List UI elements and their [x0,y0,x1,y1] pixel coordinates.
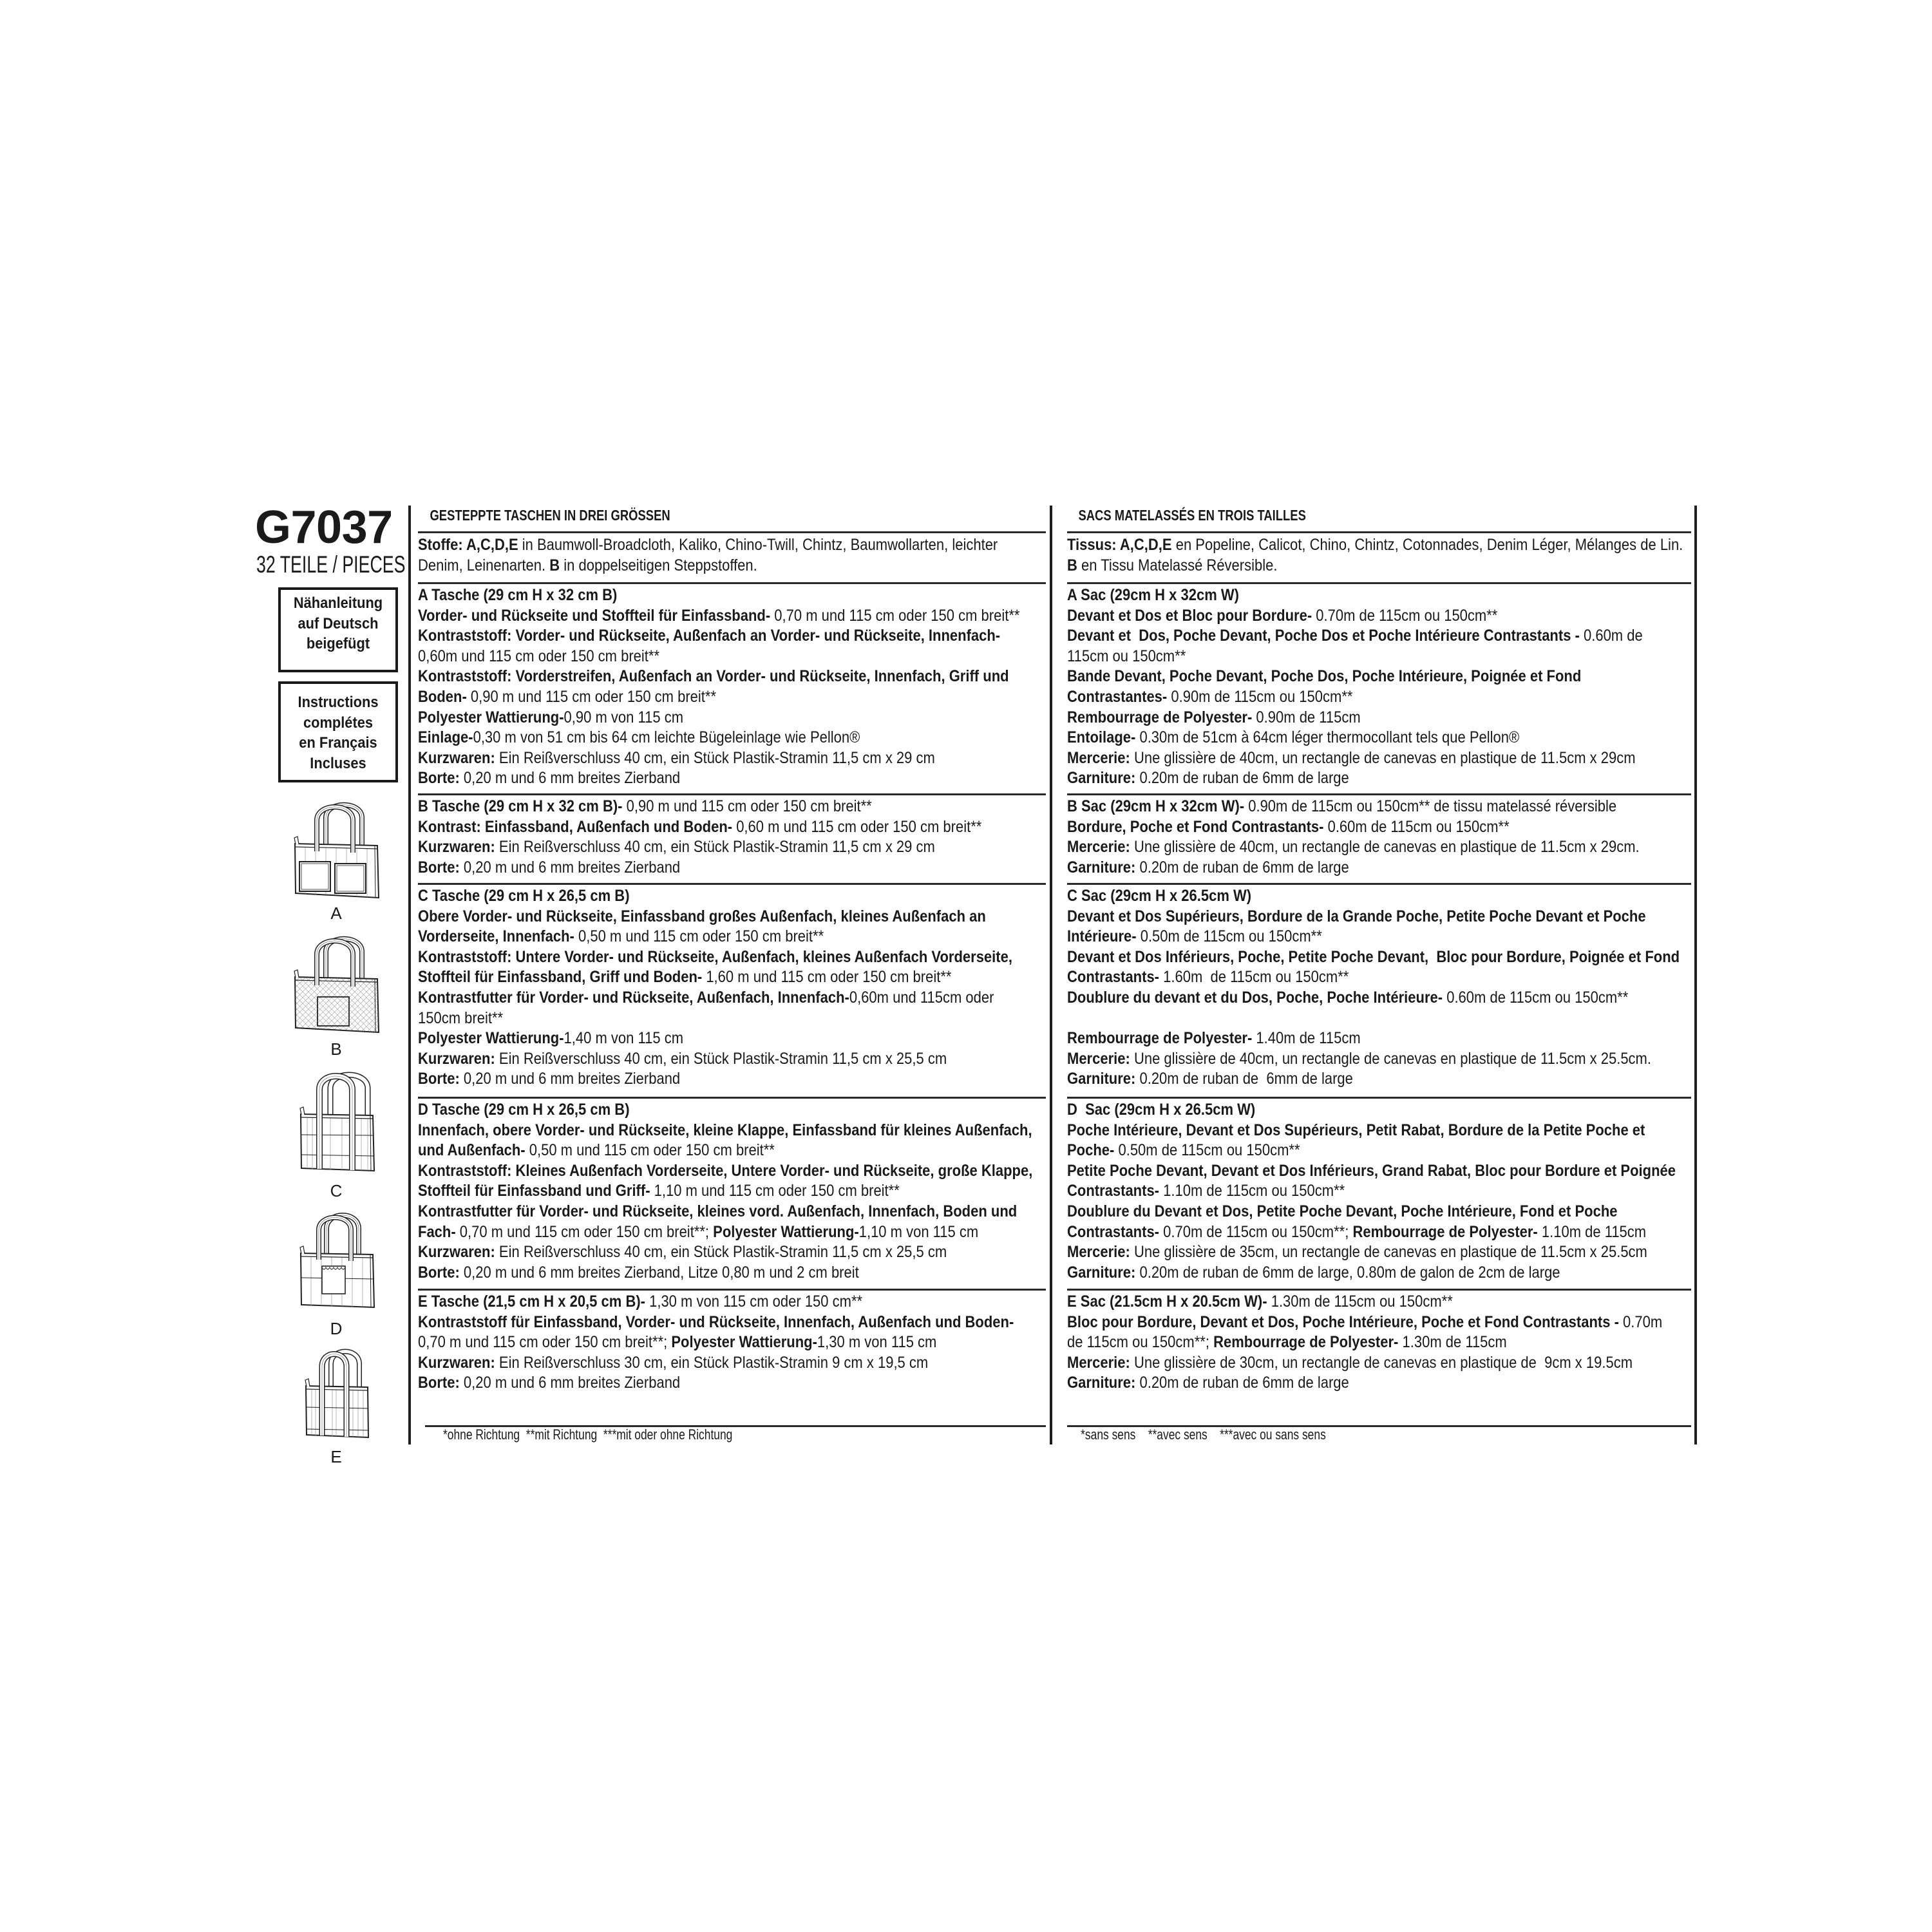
requirement-label: Boden- [418,687,467,706]
view-heading: A Sac (29cm H x 32cm W) [1067,586,1239,604]
line [1067,708,1643,728]
line [418,858,981,878]
view-b-requirements [1067,797,1640,878]
requirement-value: 0.90m de 115cm [1252,708,1361,726]
line [418,667,1019,687]
requirement-value: 0.90m de 115cm ou 150cm** [1167,687,1353,706]
requirement-label: und Außenfach- [418,1141,526,1160]
line [1067,967,1680,988]
line [418,768,1019,789]
requirement-value: Ein Reißverschluss 40 cm, ein Stück Plastik-Stramin 11,5 cm x 29 cm [495,838,935,857]
fabrics-label: B [1067,556,1077,574]
line [418,1161,1032,1182]
view-d-requirements [418,1100,1032,1283]
divider [1067,1097,1691,1099]
divider [418,582,1046,584]
requirement-label: Mercerie: [1067,1049,1130,1068]
line [1067,1312,1662,1333]
requirement-value: 0,60 m und 115 cm oder 150 cm breit** [732,817,982,836]
notice-line: en Français [299,734,377,752]
view-label-c: C [330,1181,343,1200]
view-a-requirements [1067,585,1643,789]
requirement-label: Devant et Dos, Poche Devant, Poche Dos et Poche Intérieure Contrastants - [1067,627,1580,645]
requirement-label: Vorder- und Rückseite und Stoffteil für Einfassband- [418,606,771,625]
view-c-requirements [418,886,1012,1090]
view-b-requirements [418,797,981,878]
requirement-value: 0.20m de ruban de 6mm de large [1135,1070,1353,1088]
requirement-label: Poche Intérieure, Devant et Dos Supérieurs, Petit Rabat, Bordure de la Petite Poche et [1067,1121,1645,1139]
requirement-value: 1.30m de 115cm ou 150cm** [1267,1293,1453,1311]
requirement-value: Ein Reißverschluss 40 cm, ein Stück Plastik-Stramin 11,5 cm x 29 cm [495,748,935,767]
requirement-label: Polyester Wattierung- [418,1029,564,1048]
requirement-label: Rembourrage de Polyester- [1067,708,1253,726]
divider [418,793,1046,795]
footnote: *ohne Richtung **mit Richtung ***mit oder ohne Richtung [442,1426,733,1443]
line [418,1222,1032,1243]
notice-line: Incluses [310,754,366,772]
line [418,967,1012,988]
line [1067,817,1640,838]
requirement-label: Garniture: [1067,1374,1136,1392]
requirement-value: 0,70 m und 115 cm oder 150 cm breit**; [418,1333,672,1352]
view-label-e: E [330,1447,342,1466]
requirement-value: 0.20m de ruban de 6mm de large [1135,1374,1349,1392]
requirement-label: Kontraststoff: Vorder- und Rückseite, Außenfach an Vorder- und Rückseite, Innenfach- [418,627,1001,645]
small-tote-bag-icon [303,1347,371,1439]
view-e-requirements [1067,1292,1662,1394]
requirement-value: 1,40 m von 115 cm [564,1029,684,1048]
requirement-label: Kontraststoff: Vorderstreifen, Außenfach an Vorder- und Rückseite, Innenfach, Griff und [418,667,1009,686]
fabrics-line [418,535,998,556]
line [418,687,1019,708]
requirement-value: 0.60m de 115cm ou 150cm** [1443,988,1629,1007]
line [418,1121,1032,1141]
requirement-value: 0.20m de ruban de 6mm de large [1135,858,1349,876]
view-heading: C Tasche (29 cm H x 26,5 cm B) [418,887,630,905]
view-d-requirements [1067,1100,1676,1283]
requirement-label: Polyester Wattierung- [418,708,564,726]
requirement-value: 0,90 m und 115 cm oder 150 cm breit** [622,797,872,815]
line [1067,1202,1676,1222]
divider [418,1289,1046,1291]
requirement-label: Mercerie: [1067,838,1130,857]
quilted-tote-bag-icon [291,934,381,1037]
requirement-label: Intérieure- [1067,927,1137,946]
line [418,748,1019,769]
column-divider-left [408,506,411,1444]
fabrics-line [1067,535,1683,556]
line [418,817,981,838]
line [418,1141,1032,1161]
requirement-label: Kontraststoff: Kleines Außenfach Vorderseite, Untere Vorder- und Rückseite, große Klappe, [418,1161,1033,1180]
line [1067,606,1643,627]
view-label-a: A [330,904,342,923]
line [418,1332,1014,1353]
requirement-label: Kurzwaren: [418,1243,495,1262]
line [1067,1181,1676,1202]
line [418,708,1019,728]
tote-bag-lace-pocket-icon [293,1211,381,1309]
section-title: GESTEPPTE TASCHEN IN DREI GRÖSSEN [430,507,670,524]
line [1067,907,1680,927]
requirement-label: Poche- [1067,1141,1115,1160]
requirement-label: Borte: [418,1374,460,1392]
requirement-value: 0,90 m und 115 cm oder 150 cm breit** [466,687,717,706]
line [418,1181,1032,1202]
fabrics-text: en Tissu Matelassé Réversible. [1077,556,1278,574]
view-label-d: D [330,1319,343,1338]
requirement-label: Kontrastfutter für Vorder- und Rückseite, Außenfach, Innenfach- [418,988,849,1007]
instructions-french [1067,506,1691,1444]
line [418,1049,1012,1070]
requirement-value: 0,20 m und 6 mm breites Zierband [459,1374,681,1392]
divider [1067,531,1691,533]
requirement-value: 150cm breit** [418,1009,504,1027]
requirement-value: 0.60m de 115cm ou 150cm** [1323,817,1510,836]
line [418,907,1012,927]
requirement-label: Garniture: [1067,1263,1136,1282]
view-heading: A Tasche (29 cm H x 32 cm B) [418,586,618,604]
requirement-label: Borte: [418,769,460,788]
section-title: SACS MATELASSÉS EN TROIS TAILLES [1078,507,1306,524]
view-heading: D Tasche (29 cm H x 26,5 cm B) [418,1101,630,1119]
requirement-label: Petite Poche Devant, Devant et Dos Inférieurs, Grand Rabat, Bloc pour Bordure et Poignée [1067,1161,1676,1180]
line [1067,687,1643,708]
requirement-value: Une glissière de 40cm, un rectangle de canevas en plastique de 11.5cm x 29cm. [1130,838,1640,857]
notice-line: Instructions [298,694,379,711]
requirement-value: 1,10 m und 115 cm oder 150 cm breit** [650,1182,900,1200]
line [1067,858,1640,878]
requirement-value: 0.70m de 115cm ou 150cm** [1312,606,1498,625]
requirement-label: Garniture: [1067,1070,1136,1088]
fabrics-label: Stoffe: A,C,D,E [418,536,518,554]
requirement-value: 0.20m de ruban de 6mm de large, 0.80m de galon de 2cm de large [1135,1263,1560,1282]
requirement-value: Ein Reißverschluss 30 cm, ein Stück Plastik-Stramin 9 cm x 19,5 cm [495,1353,929,1372]
line [1067,837,1640,858]
requirement-label: Stoffteil für Einfassband, Griff und Boden- [418,968,703,987]
view-label-b: B [330,1039,342,1059]
requirement-value: 0,60m und 115 cm oder 150 cm breit** [418,647,660,665]
requirement-value: 0,60m und 115cm oder [849,988,994,1007]
requirement-label: Kontraststoff: Untere Vorder- und Rückseite, Außenfach, kleines Außenfach Vorderseite, [418,947,1012,966]
requirement-value: 0,20 m und 6 mm breites Zierband [459,769,681,788]
line [1067,728,1643,748]
requirement-label: Doublure du Devant et Dos, Petite Poche Devant, Poche Intérieure, Fond et Poche [1067,1202,1618,1220]
requirement-value: 0,20 m und 6 mm breites Zierband, Litze 0,80 m und 2 cm breit [459,1263,859,1282]
fabrics-line [1067,556,1683,576]
requirement-label: Polyester Wattierung- [671,1333,817,1352]
requirement-value: Ein Reißverschluss 40 cm, ein Stück Plastik-Stramin 11,5 cm x 25,5 cm [495,1049,947,1068]
requirement-value: 1,60 m und 115 cm oder 150 cm breit** [702,968,952,987]
line [1067,1373,1662,1394]
line [1067,1028,1680,1049]
requirement-label: Garniture: [1067,858,1136,876]
line [418,585,1019,606]
requirement-label: Rembourrage de Polyester- [1067,1029,1253,1048]
requirement-value: 0,50 m und 115 cm oder 150 cm breit** [525,1141,775,1160]
line [1067,1049,1680,1070]
requirement-label: Bande Devant, Poche Devant, Poche Dos, Poche Intérieure, Poignée et Fond [1067,667,1582,686]
line [418,1353,1014,1374]
notice-line: auf Deutsch [298,614,379,632]
line [1067,988,1680,1009]
requirement-value: 1,30 m von 115 cm oder 150 cm** [645,1293,863,1311]
line [1067,797,1640,817]
column-divider-middle [1050,506,1052,1444]
requirement-label: Obere Vorder- und Rückseite, Einfassband großes Außenfach, kleines Außenfach an [418,907,986,925]
line [1067,585,1643,606]
line [418,837,981,858]
requirement-value: 0.50m de 115cm ou 150cm** [1114,1141,1300,1160]
requirement-value: 1,10 m von 115 cm [858,1222,979,1241]
line [1067,1242,1676,1263]
divider [418,883,1046,885]
requirement-label: Kurzwaren: [418,1049,495,1068]
view-a-requirements [418,585,1019,789]
requirement-label: Stoffteil für Einfassband und Griff- [418,1182,650,1200]
requirement-value: de 115cm ou 150cm**; [1067,1333,1214,1352]
french-instructions-notice [278,681,398,782]
line [1067,947,1680,968]
tote-bag-long-straps-icon [293,1070,381,1173]
fabrics-text: Denim, Leinenarten. [418,556,550,574]
line [418,927,1012,947]
line [418,947,1012,968]
line [1067,927,1680,947]
view-heading: D Sac (29cm H x 26.5cm W) [1067,1101,1256,1119]
requirement-value: Une glissière de 40cm, un rectangle de canevas en plastique de 11.5cm x 29cm [1130,748,1636,767]
requirement-value: 0.20m de ruban de 6mm de large [1135,769,1349,788]
requirement-label: Borte: [418,1263,460,1282]
line [418,1009,1012,1029]
requirement-value: Une glissière de 40cm, un rectangle de canevas en plastique de 11.5cm x 25.5cm. [1130,1049,1652,1068]
requirement-value: 0.30m de 51cm à 64cm léger thermocollant tels que Pellon® [1135,728,1520,747]
requirement-label: Kontrast: Einfassband, Außenfach und Boden- [418,817,733,836]
requirement-label: Borte: [418,858,460,876]
requirement-label: Mercerie: [1067,1243,1130,1262]
view-heading: E Tasche (21,5 cm H x 20,5 cm B)- [418,1293,645,1311]
divider [418,531,1046,533]
requirement-value: Une glissière de 35cm, un rectangle de canevas en plastique de 11.5cm x 25.5cm [1130,1243,1647,1262]
requirement-label: Polyester Wattierung- [713,1222,859,1241]
requirement-label: Contrastants- [1067,1222,1160,1241]
requirement-label: Mercerie: [1067,748,1130,767]
divider [1067,793,1691,795]
line [418,988,1012,1009]
line [418,1242,1032,1263]
line [1067,667,1643,687]
requirement-label: Rembourrage de Polyester- [1352,1222,1538,1241]
line [1067,626,1643,647]
requirement-label: Contrastants- [1067,968,1160,987]
line [1067,1141,1676,1161]
requirement-value: Une glissière de 30cm, un rectangle de canevas en plastique de 9cm x 19.5cm [1130,1353,1633,1372]
line [418,647,1019,667]
requirement-value: 0,20 m und 6 mm breites Zierband [459,1070,681,1088]
line [418,1028,1012,1049]
instructions-german [418,506,1046,1444]
requirement-value: Ein Reißverschluss 40 cm, ein Stück Plastik-Stramin 11,5 cm x 25,5 cm [495,1243,947,1262]
blank-line [1067,1009,1680,1029]
requirement-label: Doublure du devant et du Dos, Poche, Poche Intérieure- [1067,988,1443,1007]
line [1067,1263,1676,1283]
requirement-value: 1.60m de 115cm ou 150cm** [1159,968,1349,987]
requirement-label: Borte: [418,1070,460,1088]
requirement-label: Vorderseite, Innenfach- [418,927,574,946]
requirement-label: Contrastantes- [1067,687,1168,706]
notice-line: beigefügt [306,635,370,652]
fabrics-text: en Popeline, Calicot, Chino, Chintz, Cotonnades, Denim Léger, Mélanges de Lin. [1171,536,1683,554]
divider [1067,582,1691,584]
line [418,728,1019,748]
requirement-label: Rembourrage de Polyester- [1213,1333,1399,1352]
requirement-label: Fach- [418,1222,456,1241]
line [1067,768,1643,789]
divider [1067,1289,1691,1291]
requirement-label: Devant et Dos Inférieurs, Poche, Petite Poche Devant, Bloc pour Bordure, Poignée et Fond [1067,947,1680,966]
view-c-requirements [1067,886,1680,1090]
requirement-value: 1,30 m von 115 cm [817,1333,937,1352]
requirement-label: Garniture: [1067,769,1136,788]
line [418,1373,1014,1394]
fabrics-block [1067,535,1683,576]
line [1067,748,1643,769]
view-heading: C Sac (29cm H x 26.5cm W) [1067,887,1252,905]
line [1067,1161,1676,1182]
line [418,886,1012,907]
fabrics-line [418,556,998,576]
line [1067,647,1643,667]
pattern-number: G7037 [255,502,393,553]
line [1067,1332,1662,1353]
line [418,797,981,817]
requirement-value: 115cm ou 150cm** [1067,647,1186,665]
requirement-label: Entoilage- [1067,728,1136,747]
requirement-value: 0.70m [1618,1312,1663,1331]
view-heading: B Sac (29cm H x 32cm W)- [1067,797,1245,815]
requirement-label: Kontrastfutter für Vorder- und Rückseite, kleines vord. Außenfach, Innenfach, Boden und [418,1202,1018,1220]
requirement-value: 0.70m de 115cm ou 150cm**; [1159,1222,1353,1241]
requirement-value: 0,50 m und 115 cm oder 150 cm breit** [574,927,824,946]
view-e-requirements [418,1292,1014,1394]
requirement-value: 0,20 m und 6 mm breites Zierband [459,858,681,876]
fabrics-text: in doppelseitigen Steppstoffen. [560,556,757,574]
requirement-label: Bloc pour Bordure, Devant et Dos, Poche Intérieure, Poche et Fond Contrastants - [1067,1312,1619,1331]
line [418,606,1019,627]
requirement-value: 0,70 m und 115 cm oder 150 cm breit**; [455,1222,714,1241]
requirement-value: 1.40m de 115cm [1252,1029,1361,1048]
requirement-value: 0,70 m und 115 cm oder 150 cm breit** [770,606,1020,625]
fabrics-text: in Baumwoll-Broadcloth, Kaliko, Chino-Twill, Chintz, Baumwollarten, leichter [518,536,998,554]
requirement-value: 0.60m de [1579,627,1643,645]
line [1067,1222,1676,1243]
line [418,1069,1012,1090]
requirement-label: Contrastants- [1067,1182,1160,1200]
footnote: *sans sens **avec sens ***avec ou sans sens [1081,1426,1326,1443]
line [418,1263,1032,1283]
requirement-value: 0,90 m von 115 cm [564,708,684,726]
line [1067,1121,1676,1141]
line [1067,1292,1662,1312]
requirement-value: 1.30m de 115cm [1398,1333,1507,1352]
requirement-value: 0.50m de 115cm ou 150cm** [1136,927,1322,946]
line [418,1100,1032,1121]
line [418,1292,1014,1312]
line [1067,886,1680,907]
notice-line: complétes [303,714,374,732]
requirement-label: Devant et Dos Supérieurs, Bordure de la Grande Poche, Petite Poche Devant et Poche [1067,907,1646,925]
tote-bag-two-pockets-icon [291,799,381,902]
requirement-label: Kurzwaren: [418,748,495,767]
requirement-label: Bordure, Poche et Fond Contrastants- [1067,817,1324,836]
requirement-label: Kurzwaren: [418,838,495,857]
notice-line: Nähanleitung [293,594,383,612]
line [418,1312,1014,1333]
requirement-label: Innenfach, obere Vorder- und Rückseite, kleine Klappe, Einfassband für kleines Außenfach, [418,1121,1032,1139]
line [418,626,1019,647]
divider [418,1097,1046,1099]
requirement-label: Mercerie: [1067,1353,1130,1372]
line [1067,1353,1662,1374]
requirement-value: 0.90m de 115cm ou 150cm** de tissu matelassé réversible [1244,797,1617,815]
piece-count: 32 TEILE / PIECES [256,551,406,578]
fabrics-label: Tissus: A,C,D,E [1067,536,1172,554]
requirement-value: 1.10m de 115cm [1537,1222,1647,1241]
german-instructions-notice [278,587,398,672]
requirement-label: Einlage- [418,728,473,747]
line [1067,1069,1680,1090]
view-heading: B Tasche (29 cm H x 32 cm B)- [418,797,623,815]
requirement-value: 0,30 m von 51 cm bis 64 cm leichte Bügeleinlage wie Pellon® [473,728,860,747]
line [1067,1100,1676,1121]
divider [1067,883,1691,885]
line [418,1202,1032,1222]
column-divider-right [1694,506,1697,1444]
requirement-label: Devant et Dos et Bloc pour Bordure- [1067,606,1312,625]
fabrics-label: B [549,556,560,574]
fabrics-block [418,535,998,576]
view-heading: E Sac (21.5cm H x 20.5cm W)- [1067,1293,1267,1311]
requirement-label: Kontraststoff für Einfassband, Vorder- und Rückseite, Innenfach, Außenfach und Boden- [418,1312,1014,1331]
requirement-label: Kurzwaren: [418,1353,495,1372]
requirement-value: 1.10m de 115cm ou 150cm** [1159,1182,1345,1200]
